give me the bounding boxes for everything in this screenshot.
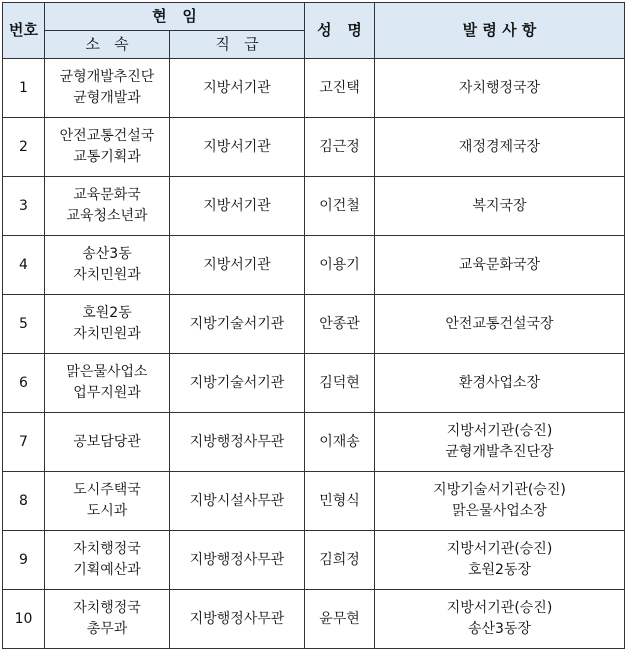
row-number: 6 xyxy=(3,354,45,413)
appointment xyxy=(375,413,625,472)
current-rank: 지방행정사무관 xyxy=(170,413,305,472)
appointment-line: 지방기술서기관(승진) xyxy=(433,482,566,498)
table-row xyxy=(3,590,625,649)
header-number: 번호 xyxy=(3,3,45,59)
row-number: 1 xyxy=(3,59,45,118)
appointment-line: 지방서기관(승진) xyxy=(446,423,553,439)
current-rank: 지방서기관 xyxy=(170,177,305,236)
current-department xyxy=(45,236,170,295)
current-rank: 지방서기관 xyxy=(170,236,305,295)
department-line: 송산3동 xyxy=(82,246,132,262)
current-rank: 지방행정사무관 xyxy=(170,590,305,649)
person-name: 김희정 xyxy=(305,531,375,590)
department-line: 총무과 xyxy=(86,621,128,637)
table-row xyxy=(3,472,625,531)
current-rank: 지방시설사무관 xyxy=(170,472,305,531)
current-rank: 지방행정사무관 xyxy=(170,531,305,590)
table-row xyxy=(3,354,625,413)
person-name: 민형식 xyxy=(305,472,375,531)
table-row xyxy=(3,59,625,118)
appointment-line: 송산3동장 xyxy=(467,621,531,637)
table-row xyxy=(3,531,625,590)
appointment-line: 지방서기관(승진) xyxy=(446,600,553,616)
header-appointment: 발 령 사 항 xyxy=(375,3,625,59)
current-department xyxy=(45,295,170,354)
row-number: 2 xyxy=(3,118,45,177)
header-rank: 직 급 xyxy=(170,31,305,59)
department-line: 교육문화국 xyxy=(73,187,141,203)
department-line: 안전교통건설국 xyxy=(59,128,155,144)
appointment xyxy=(375,59,625,118)
department-line: 자치행정국 xyxy=(73,600,141,616)
person-name: 윤무현 xyxy=(305,590,375,649)
current-rank: 지방서기관 xyxy=(170,59,305,118)
current-department xyxy=(45,177,170,236)
appointment-line: 환경사업소장 xyxy=(458,374,541,391)
appointment-line: 호원2동장 xyxy=(467,562,531,578)
row-number: 3 xyxy=(3,177,45,236)
department-line: 균형개발과 xyxy=(73,90,141,106)
department-line: 교육청소년과 xyxy=(66,208,148,224)
department-line: 자치민원과 xyxy=(73,267,141,283)
department-line: 교통기획과 xyxy=(73,149,141,165)
department-line: 도시주택국 xyxy=(73,482,141,498)
appointment-line: 교육문화국장 xyxy=(458,256,541,273)
department-line: 공보담당관 xyxy=(73,433,141,450)
row-number: 4 xyxy=(3,236,45,295)
row-number: 10 xyxy=(3,590,45,649)
table-body xyxy=(3,59,625,649)
person-name: 김근정 xyxy=(305,118,375,177)
current-department xyxy=(45,531,170,590)
row-number: 5 xyxy=(3,295,45,354)
row-number: 8 xyxy=(3,472,45,531)
appointment xyxy=(375,354,625,413)
appointment-line: 재정경제국장 xyxy=(458,138,541,155)
table-row xyxy=(3,236,625,295)
department-line: 자치민원과 xyxy=(73,326,141,342)
current-rank: 지방서기관 xyxy=(170,118,305,177)
appointment xyxy=(375,472,625,531)
appointment xyxy=(375,177,625,236)
person-name: 이용기 xyxy=(305,236,375,295)
current-department xyxy=(45,118,170,177)
person-name: 이건철 xyxy=(305,177,375,236)
appointment xyxy=(375,531,625,590)
appointment xyxy=(375,590,625,649)
department-line: 균형개발추진단 xyxy=(59,69,155,85)
header-current-post: 현 임 xyxy=(45,3,305,31)
header-department: 소 속 xyxy=(45,31,170,59)
header-name: 성 명 xyxy=(305,3,375,59)
department-line: 기획예산과 xyxy=(73,562,141,578)
table-row xyxy=(3,295,625,354)
appointment xyxy=(375,118,625,177)
row-number: 9 xyxy=(3,531,45,590)
appointment-line: 균형개발추진단장 xyxy=(445,444,554,460)
appointment-line: 복지국장 xyxy=(472,197,527,214)
appointment-line: 맑은물사업소장 xyxy=(452,503,547,519)
department-line: 자치행정국 xyxy=(73,541,141,557)
personnel-order-table xyxy=(2,2,625,649)
appointment xyxy=(375,236,625,295)
table-row xyxy=(3,177,625,236)
department-line: 도시과 xyxy=(86,503,128,519)
current-department xyxy=(45,59,170,118)
appointment-line: 지방서기관(승진) xyxy=(446,541,553,557)
department-line: 업무지원과 xyxy=(73,385,141,401)
current-department xyxy=(45,354,170,413)
current-rank: 지방기술서기관 xyxy=(170,295,305,354)
appointment xyxy=(375,295,625,354)
current-department xyxy=(45,472,170,531)
current-rank: 지방기술서기관 xyxy=(170,354,305,413)
table-row xyxy=(3,118,625,177)
row-number: 7 xyxy=(3,413,45,472)
department-line: 호원2동 xyxy=(82,305,132,321)
person-name: 김덕현 xyxy=(305,354,375,413)
current-department xyxy=(45,590,170,649)
table-row xyxy=(3,413,625,472)
appointment-line: 안전교통건설국장 xyxy=(445,315,554,332)
person-name: 고진택 xyxy=(305,59,375,118)
person-name: 안종관 xyxy=(305,295,375,354)
appointment-line: 자치행정국장 xyxy=(458,79,541,96)
department-line: 맑은물사업소 xyxy=(66,364,148,380)
person-name: 이재송 xyxy=(305,413,375,472)
current-department xyxy=(45,413,170,472)
